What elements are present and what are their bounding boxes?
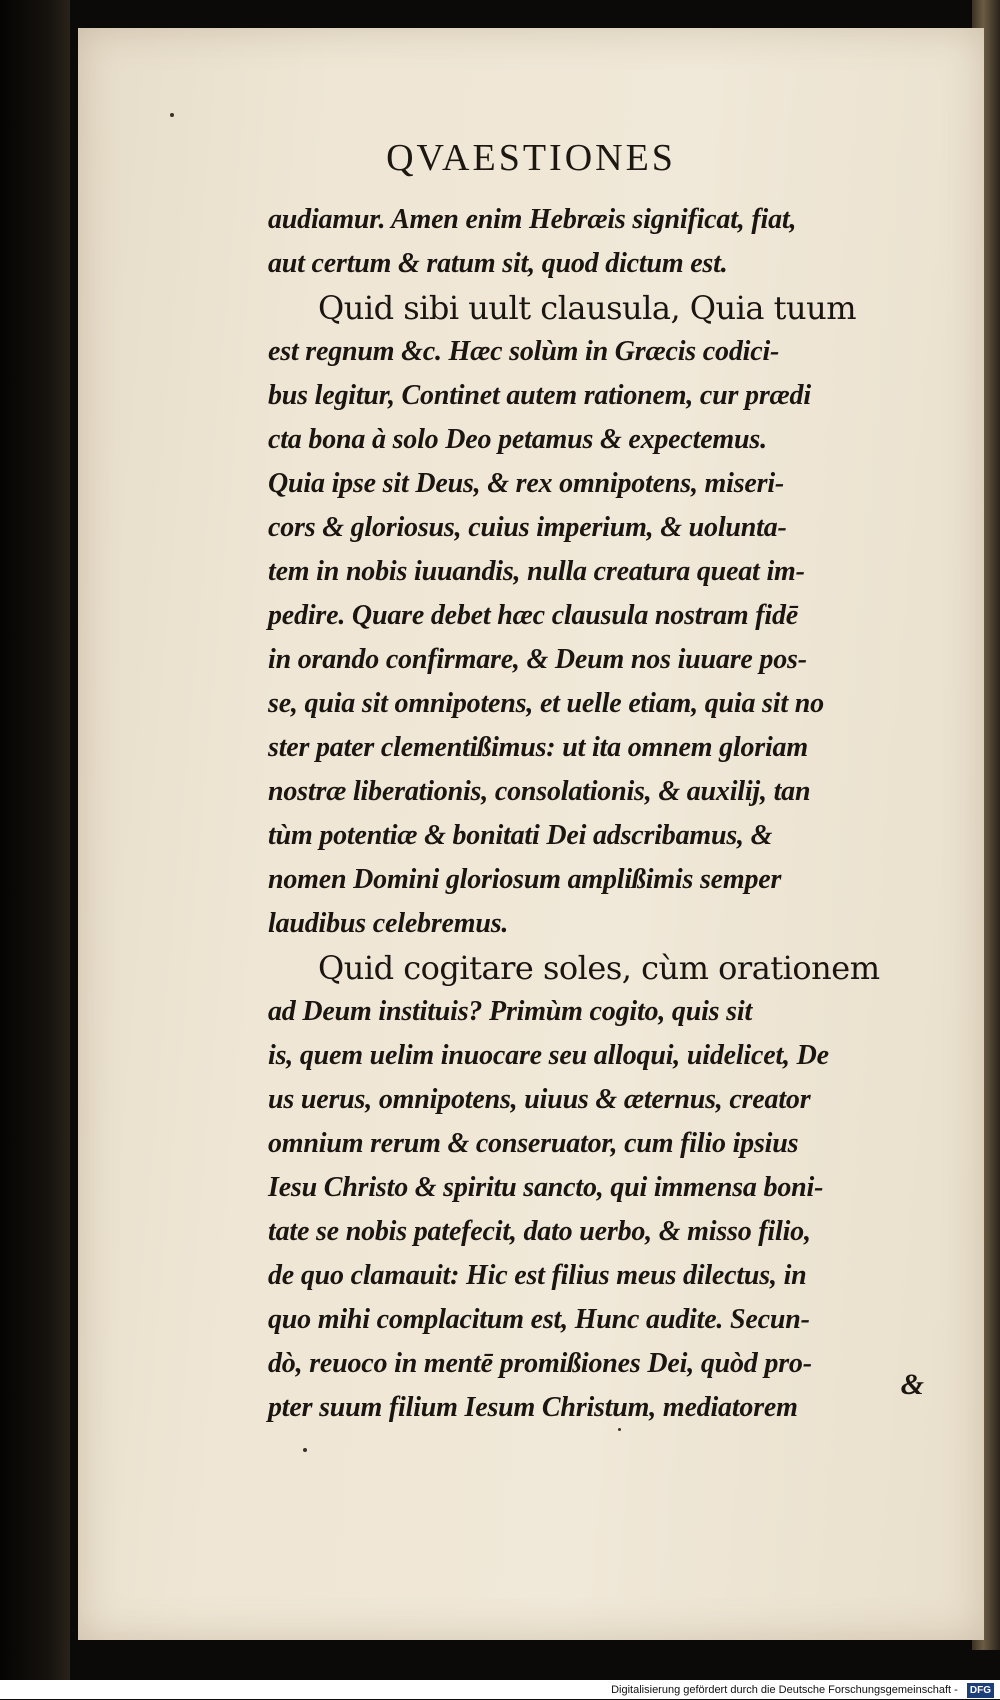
text-line: Quid sibi uult clausula, Quia tuum <box>318 289 857 327</box>
catchword: & <box>900 1368 924 1401</box>
text-line: quo mihi complacitum est, Hunc audite. Secun- <box>268 1304 810 1335</box>
text-line: Iesu Christo & spiritu sancto, qui immensa boni- <box>268 1172 824 1203</box>
text-line: aut certum & ratum sit, quod dictum est. <box>268 248 728 279</box>
text-block <box>268 198 968 1430</box>
text-line: cors & gloriosus, cuius imperium, & uolunta- <box>268 512 787 543</box>
book-page <box>78 28 984 1640</box>
book-spine-left <box>0 0 70 1699</box>
text-line: audiamur. Amen enim Hebræis significat, fiat, <box>268 204 797 235</box>
text-line: nostræ liberationis, consolationis, & auxilij, tan <box>268 776 811 807</box>
text-line: bus legitur, Continet autem rationem, cur prædi <box>268 380 811 411</box>
text-line: us uerus, omnipotens, uiuus & æternus, creator <box>268 1084 811 1115</box>
text-line: Quia ipse sit Deus, & rex omnipotens, miseri- <box>268 468 785 499</box>
text-line: nomen Domini gloriosum amplißimis semper <box>268 864 782 895</box>
text-line: tùm potentiæ & bonitati Dei adscribamus, & <box>268 820 773 851</box>
text-line: Quid cogitare soles, cùm orationem <box>318 949 880 987</box>
text-line: tate se nobis patefecit, dato uerbo, & misso filio, <box>268 1216 811 1247</box>
running-head: QVAESTIONES <box>386 137 676 179</box>
paper-speck <box>303 1448 307 1452</box>
text-line: laudibus celebremus. <box>268 908 509 939</box>
footer-credit: Digitalisierung gefördert durch die Deutsche Forschungsgemeinschaft - <box>611 1684 958 1696</box>
text-line: omnium rerum & conseruator, cum filio ipsius <box>268 1128 799 1159</box>
text-line: est regnum &c. Hæc solùm in Græcis codici- <box>268 336 780 367</box>
text-line: de quo clamauit: Hic est filius meus dilectus, in <box>268 1260 807 1291</box>
text-line: in orando confirmare, & Deum nos iuuare pos- <box>268 644 807 675</box>
paper-speck <box>618 1428 621 1431</box>
text-line: pedire. Quare debet hæc clausula nostram fidē <box>268 600 798 631</box>
text-line: is, quem uelim inuocare seu alloqui, uidelicet, De <box>268 1040 829 1071</box>
text-line: dò, reuoco in mentē promißiones Dei, quòd pro- <box>268 1348 812 1379</box>
text-line: se, quia sit omnipotens, et uelle etiam, quia sit no <box>268 688 824 719</box>
text-line: pter suum filium Iesum Christum, mediatorem <box>268 1392 798 1423</box>
text-line: ster pater clementißimus: ut ita omnem gloriam <box>268 732 808 763</box>
text-line: cta bona à solo Deo petamus & expectemus. <box>268 424 767 455</box>
digitization-footer <box>0 1680 1000 1699</box>
text-line: tem in nobis iuuandis, nulla creatura queat im- <box>268 556 805 587</box>
paper-speck <box>170 113 174 117</box>
dfg-logo: DFG <box>967 1683 994 1698</box>
text-line: ad Deum instituis? Primùm cogito, quis sit <box>268 996 753 1027</box>
